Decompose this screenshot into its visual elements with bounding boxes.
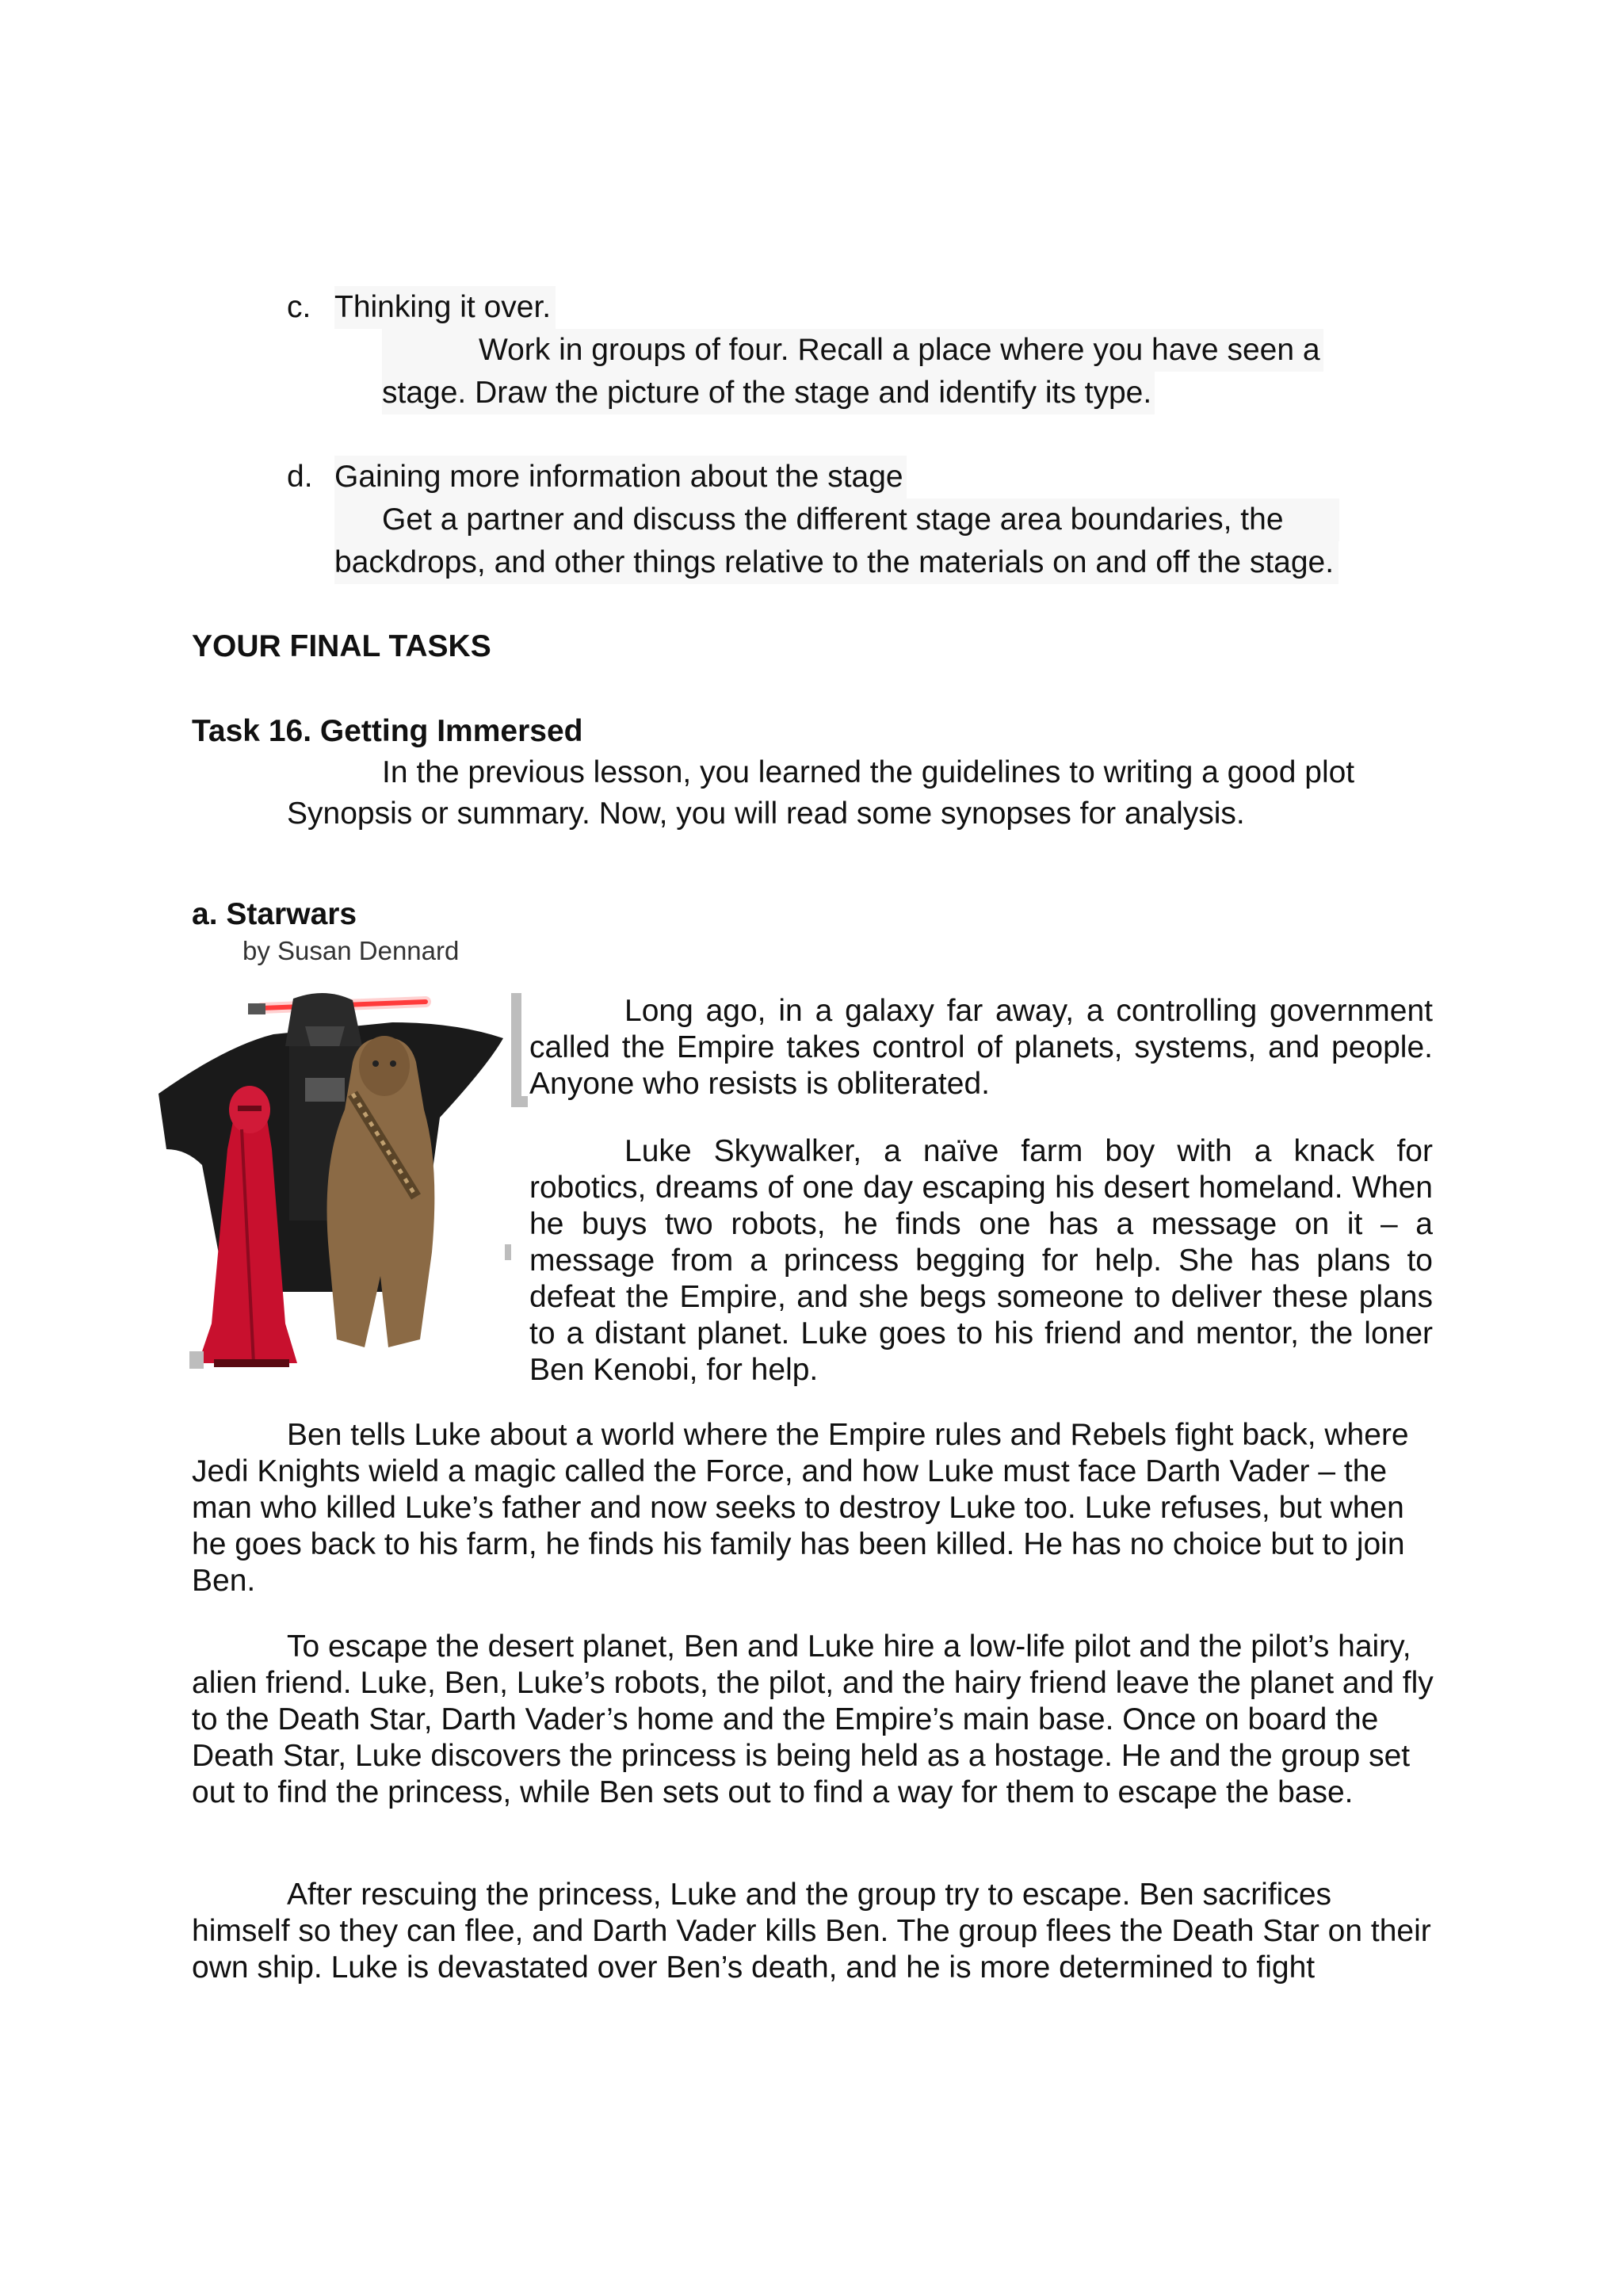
section-d-line1: Get a partner and discuss the different stage area boundaries, the <box>334 499 1339 541</box>
section-d-title: Gaining more information about the stage <box>334 456 907 499</box>
star-wars-characters-illustration <box>155 991 519 1395</box>
story-paragraph-2: Luke Skywalker, a naïve farm boy with a knack for robotics, dreams of one day escaping his desert homeland. When he buys two robots, he finds one has a message on it – a message from a princess begging for help. She has plans to defeat the Empire, and she begs someone to deliver these plans to a distant planet. Luke goes to his friend and mentor, the loner Ben Kenobi, for help. <box>529 1134 1433 1387</box>
section-c-title: Thinking it over. <box>334 286 556 329</box>
section-c-line1: Work in groups of four. Recall a place where you have seen a <box>382 329 1323 372</box>
decorative-tick <box>505 1244 511 1260</box>
decorative-bar <box>511 993 521 1107</box>
task16-line2: Synopsis or summary. Now, you will read some synopses for analysis. <box>287 797 1245 831</box>
story-heading: a. Starwars <box>192 897 357 931</box>
story-paragraph-3: Ben tells Luke about a world where the Empire rules and Rebels fight back, where Jedi Knights wield a magic called the Force, and how Luke must face Darth Vader – the man who killed Luke’s father and now seeks to destroy Luke too. Luke refuses, but when he goes back to his farm, he finds his family has been killed. He has no choice but to join Ben. <box>192 1418 1409 1598</box>
list-marker-c: c. <box>287 290 311 324</box>
story-paragraph-5: After rescuing the princess, Luke and the group try to escape. Ben sacrifices himself so they can flee, and Darth Vader kills Ben. The group flees the Death Star on their own ship. Luke is devastated over Ben’s death, and he is more determined to fight <box>192 1878 1431 1985</box>
final-tasks-heading: YOUR FINAL TASKS <box>192 629 491 663</box>
task16-title: Task 16. Getting Immersed <box>192 714 583 748</box>
task16-line1: In the previous lesson, you learned the guidelines to writing a good plot <box>382 755 1355 789</box>
section-c-line2: stage. Draw the picture of the stage and identify its type. <box>382 372 1155 415</box>
section-d-line2: backdrops, and other things relative to the materials on and off the stage. <box>334 541 1338 584</box>
story-paragraph-1: Long ago, in a galaxy far away, a controlling government called the Empire takes control of planets, systems, and people. Anyone who resists is obliterated. <box>529 994 1433 1101</box>
story-byline: by Susan Dennard <box>242 936 460 965</box>
decorative-bar-tab <box>521 1096 528 1107</box>
story-paragraph-4: To escape the desert planet, Ben and Luke hire a low-life pilot and the pilot’s hairy, alien friend. Luke, Ben, Luke’s robots, the pilot, and the hairy friend leave the planet and fly to the Death Star, Darth Vader’s home and the Empire’s main base. Once on board the Death Star, Luke discovers the princess is being held as a hostage. He and the group set out to find the princess, while Ben sets out to find a way for them to escape the base. <box>192 1629 1434 1809</box>
list-marker-d: d. <box>287 460 313 494</box>
star-wars-characters-icon <box>155 991 519 1395</box>
